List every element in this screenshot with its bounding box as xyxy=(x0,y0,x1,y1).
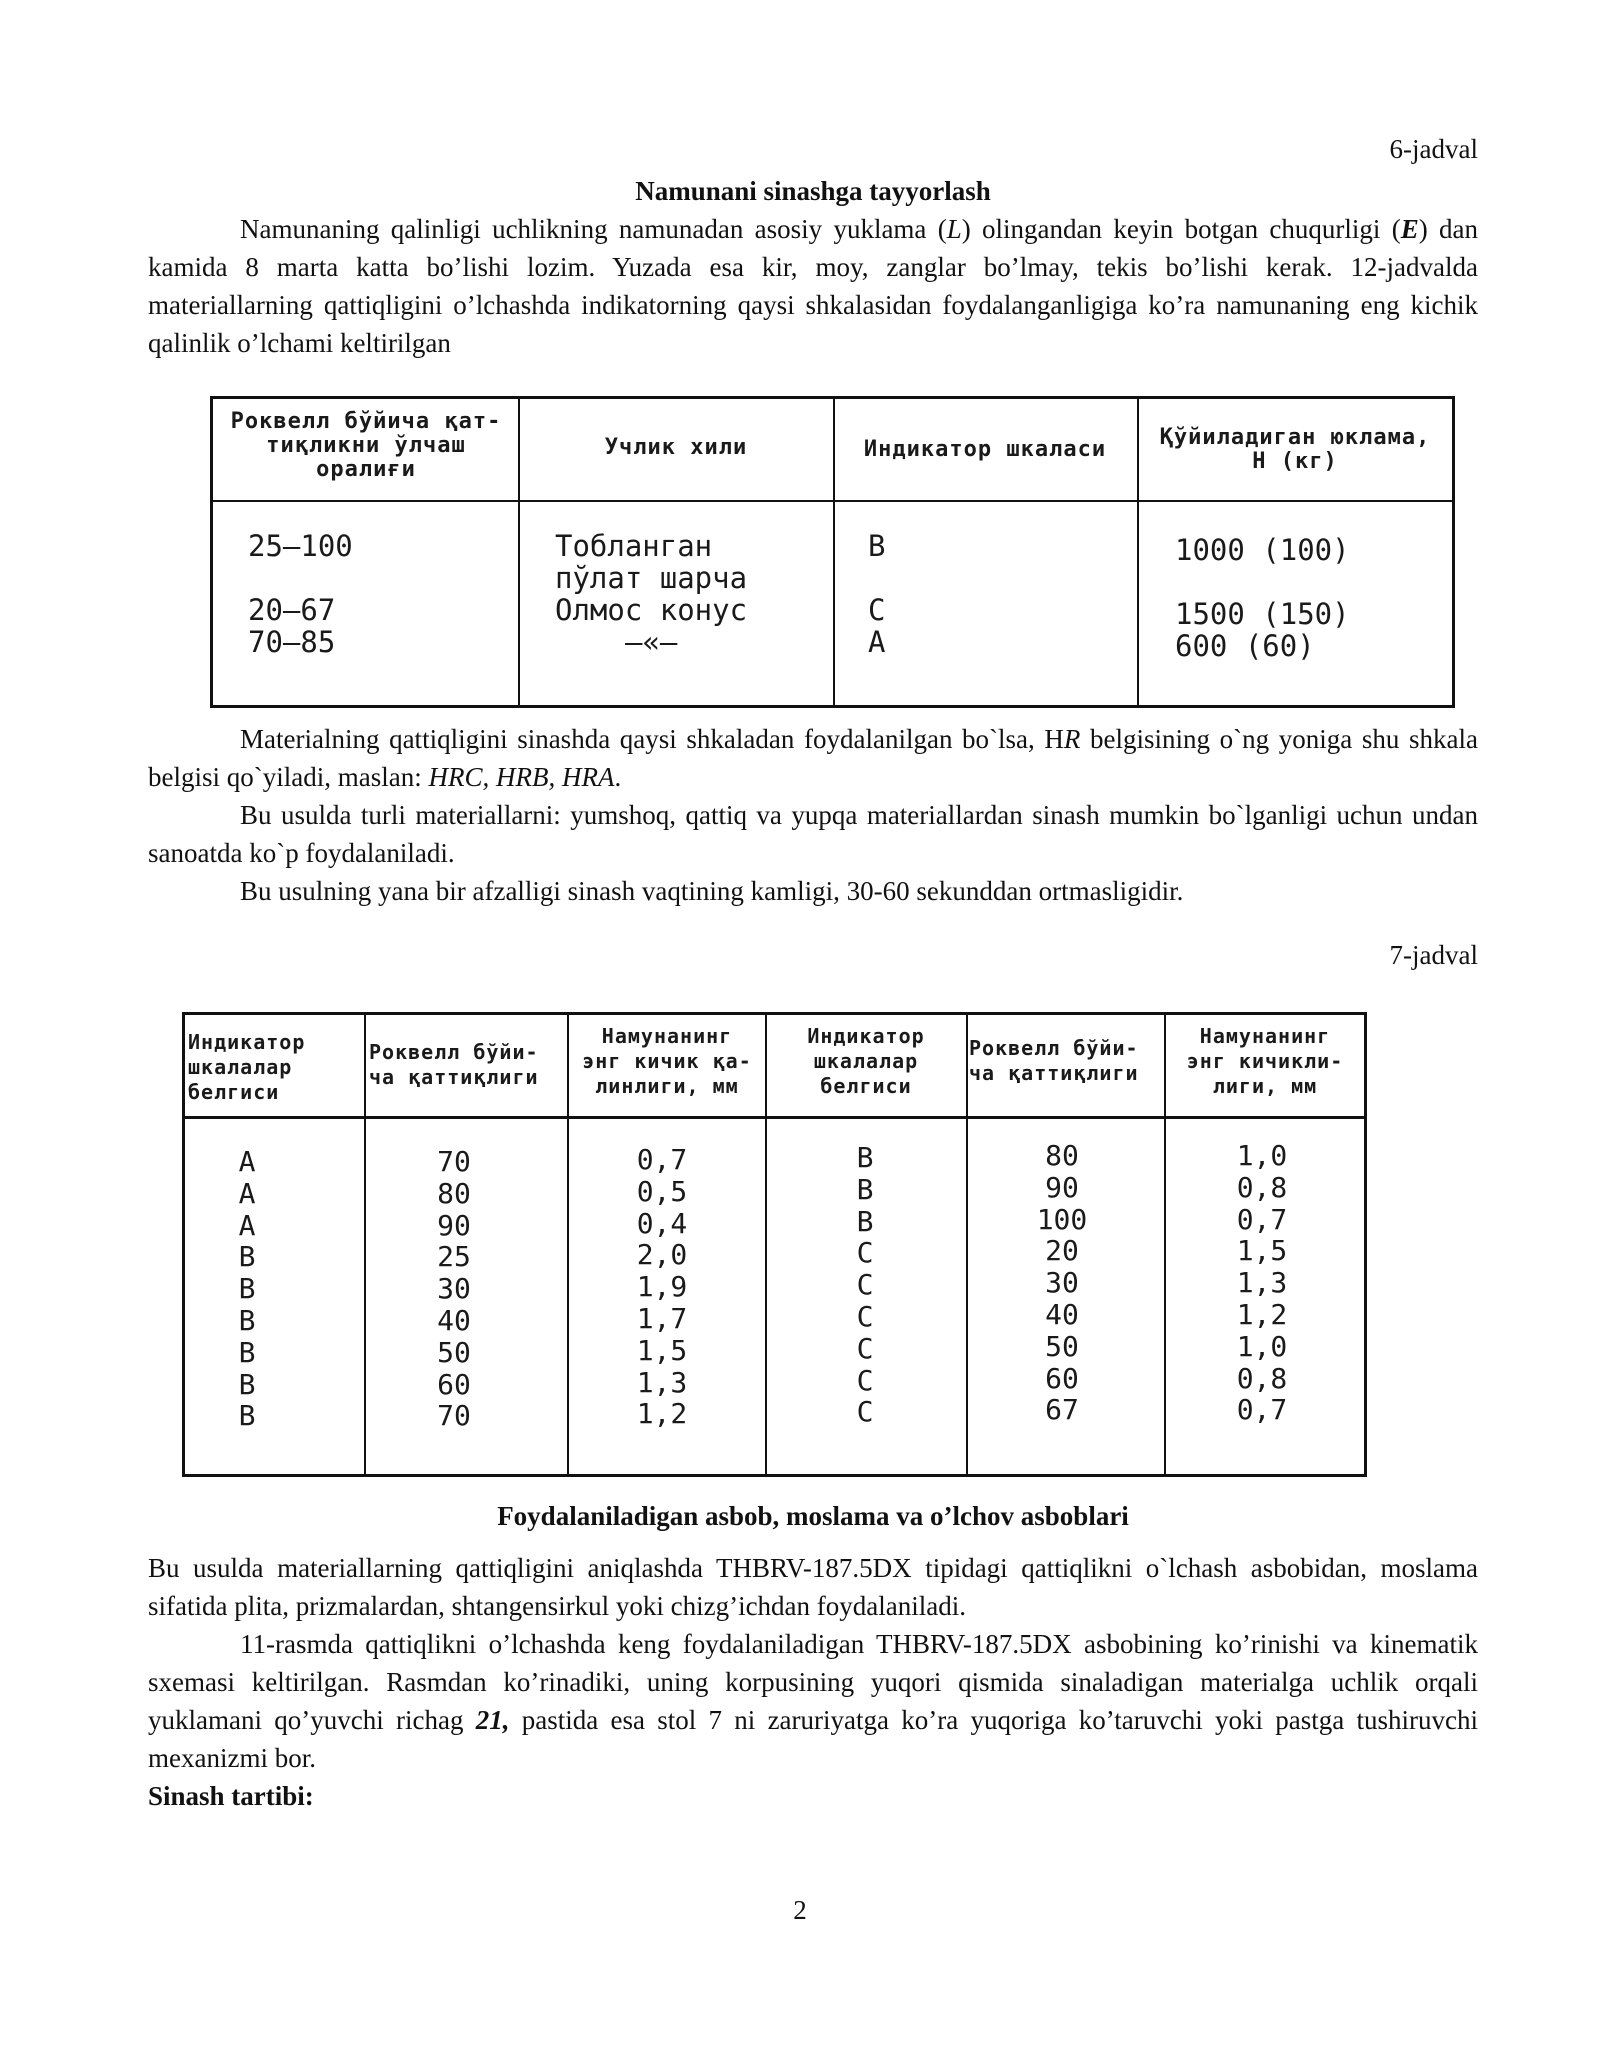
table-6-col-scale: B C A xyxy=(868,529,886,659)
table-6-header-tip-type: Учлик хили xyxy=(604,435,748,460)
page-number: 2 xyxy=(793,1895,807,1925)
paragraph-usage: Bu usulda turli materiallarni: yumshoq, qattiq va yupqa materiallardan sinash mumkin bo`lganligi uchun undan sanoatda ko`p foydalaniladi. xyxy=(148,800,1478,868)
table6-label: 6-jadval xyxy=(1389,134,1478,164)
table-7-divider xyxy=(567,1012,569,1477)
table-6-header-scale: Индикатор шкаласи xyxy=(863,437,1107,462)
table-6-header-load: Қўйиладиган юклама, Н (кг) xyxy=(1159,425,1431,474)
table-7-col-scale-b: B B B C C C C C C xyxy=(856,1141,874,1429)
paragraph-device-description: 11-rasmda qattiqlikni o’lchashda keng foydalaniladigan THBRV-187.5DX asbobining ko’rinishi va kinematik sxemasi keltirilgan. Rasmdan ko’rinadiki, uning korpusining yuqori qismida sinaladigan materialga uchlik orqali yuklamani qo’yuvchi richag 21, pastida esa stol 7 ni zaruriyatga ko’ra yuqoriga ko’taruvchi yoki pastga tushiruvchi mexanizmi bor. xyxy=(148,1629,1478,1773)
section-title-instruments: Foydalaniladigan asbob, moslama va o’lchov asboblari xyxy=(497,1501,1129,1531)
table-7-divider xyxy=(364,1012,366,1477)
table-7-header-hardness-a: Роквелл бўйи- ча қаттиқлиги xyxy=(369,1040,539,1089)
table-7-col-hardness-a: 70 80 90 25 30 40 50 60 70 xyxy=(437,1145,471,1433)
table7-label: 7-jadval xyxy=(1389,940,1478,970)
table-7-divider xyxy=(765,1012,767,1477)
table-7-col-scale-a: A A A B B B B B B xyxy=(238,1145,256,1433)
table-6-col-range: 25—100 20—67 70—85 xyxy=(248,529,353,659)
paragraph-scale-notation: Materialning qattiqligini sinashda qaysi shkaladan foydalanilgan bo`lsa, HR belgisining o`ng yoniga shu shkala belgisi qo`yiladi, maslan: HRC, HRB, HRA. xyxy=(148,724,1478,792)
table-7-divider xyxy=(1164,1012,1166,1477)
table-7 xyxy=(182,1012,1367,1477)
table-7-col-hardness-b: 80 90 100 20 30 40 50 60 67 xyxy=(1036,1139,1088,1427)
table-7-divider xyxy=(966,1012,968,1477)
table-6-col-load: 1000 (100) 1500 (150) 600 (60) xyxy=(1175,533,1350,663)
paragraph-instruments: Bu usulda materiallarning qattiqligini aniqlashda THBRV-187.5DX tipidagi qattiqlikni o`lchash asbobidan, moslama sifatida plita, prizmalardan, shtangensirkul yoki chizg’ichdan foydalaniladi. xyxy=(148,1553,1478,1621)
table-7-header-scale-b: Индикатор шкалалар белгиси xyxy=(807,1024,925,1098)
section-title-test-procedure: Sinash tartibi: xyxy=(148,1781,314,1811)
table-6 xyxy=(210,396,1455,708)
table-7-header-hardness-b: Роквелл бўйи- ча қаттиқлиги xyxy=(969,1036,1139,1085)
table-7-col-thickness-b: 1,0 0,8 0,7 1,5 1,3 1,2 1,0 0,8 0,7 xyxy=(1236,1139,1288,1427)
table-6-header-range: Роквелл бўйича қат- тиқликни ўлчаш оралиғи xyxy=(230,409,502,482)
table-7-header-thickness-a: Намунанинг энг кичик қа- линлиги, мм xyxy=(582,1024,752,1098)
section-title-sample-prep: Namunani sinashga tayyorlash xyxy=(635,176,991,206)
table-7-header-thickness-b: Намунанинг энг кичикли- лиги, мм xyxy=(1186,1024,1344,1098)
paragraph-sample-thickness: Namunaning qalinligi uchlikning namunadan asosiy yuklama (L) olingandan keyin botgan chuqurligi (E) dan kamida 8 marta katta bo’lishi lozim. Yuzada esa kir, moy, zanglar bo’lmay, tekis bo’lishi kerak. 12-jadvalda materiallarning qattiqligini o’lchashda indikatorning qaysi shkalasidan foydalanganligiga ko’ra namunaning eng kichik qalinlik o’lchami keltirilgan xyxy=(148,214,1479,358)
table-6-col-tip-type: Тобланган пўлат шарча Олмос конус —«— xyxy=(555,529,748,659)
paragraph-advantage: Bu usulning yana bir afzalligi sinash vaqtining kamligi, 30-60 sekunddan ortmasligidir. xyxy=(240,876,1184,906)
table-7-header-scale-a: Индикатор шкалалар белгиси xyxy=(188,1030,306,1104)
table-7-col-thickness-a: 0,7 0,5 0,4 2,0 1,9 1,7 1,5 1,3 1,2 xyxy=(636,1143,688,1431)
